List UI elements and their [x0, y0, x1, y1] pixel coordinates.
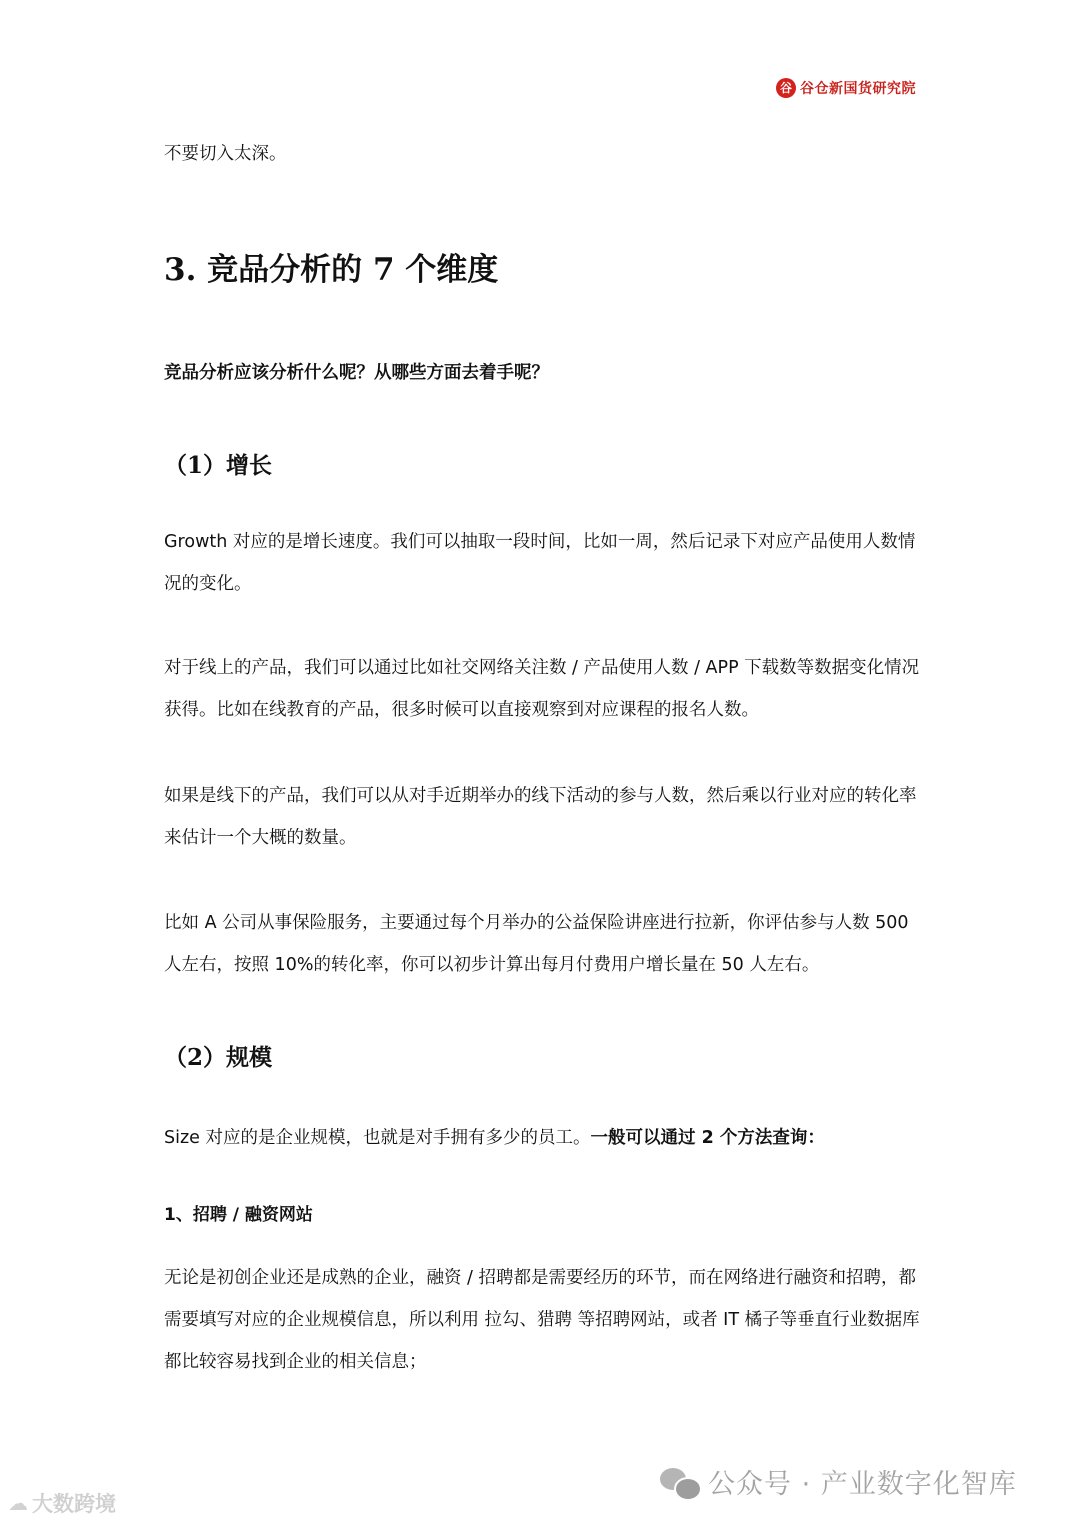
method1-paragraph: 无论是初创企业还是成熟的企业，融资 / 招聘都是需要经历的环节，而在网络进行融资和招聘，都需要填写对应的企业规模信息，所以利用 拉勾、猎聘 等招聘网站，或者 IT 橘子等垂直行业数据库都比较容易找到企业的相关信息；: [164, 1268, 920, 1372]
growth-paragraph-3: 如果是线下的产品，我们可以从对手近期举办的线下活动的参与人数，然后乘以行业对应的转化率来估计一个大概的数量。: [164, 786, 917, 848]
watermark-logo-icon: ☁: [8, 1491, 28, 1515]
growth-paragraph-4: 比如 A 公司从事保险服务，主要通过每个月举办的公益保险讲座进行拉新，你评估参与人数 500 人左右，按照 10%的转化率，你可以初步计算出每月付费用户增长量在 50 人左右。: [164, 913, 909, 975]
size-lead-paragraph: [164, 1117, 920, 1159]
corner-label: 大数跨境: [32, 1492, 116, 1516]
brand-header: [776, 78, 916, 98]
wechat-label: 公众号 · 产业数字化智库: [708, 1469, 1017, 1500]
brand-logo-icon: 谷: [776, 78, 796, 98]
growth-paragraph-1: Growth 对应的是增长速度。我们可以抽取一段时间，比如一周，然后记录下对应产品使用人数情况的变化。: [164, 532, 916, 594]
brand-name: 谷仓新国货研究院: [800, 81, 916, 97]
corner-watermark: [8, 1488, 116, 1518]
growth-paragraph-2: 对于线上的产品，我们可以通过比如社交网络关注数 / 产品使用人数 / APP 下载数等数据变化情况获得。比如在线教育的产品，很多时候可以直接观察到对应课程的报名人数。: [164, 658, 920, 720]
method1-title: 1、招聘 / 融资网站: [164, 1205, 313, 1225]
size-lead-text: Size 对应的是企业规模，也就是对手拥有多少的员工。: [164, 1128, 591, 1148]
wechat-watermark: [660, 1462, 1017, 1501]
size-lead-bold: 一般可以通过 2 个方法查询：: [590, 1128, 825, 1148]
size-heading: （2）规模: [164, 1044, 273, 1071]
section-title: 3. 竞品分析的 7 个维度: [164, 252, 499, 288]
wechat-icon: [660, 1466, 700, 1498]
intro-question: 竞品分析应该分析什么呢？从哪些方面去着手呢？: [164, 363, 549, 383]
growth-heading: （1）增长: [164, 452, 273, 479]
continuation-text: 不要切入太深。: [164, 144, 287, 164]
